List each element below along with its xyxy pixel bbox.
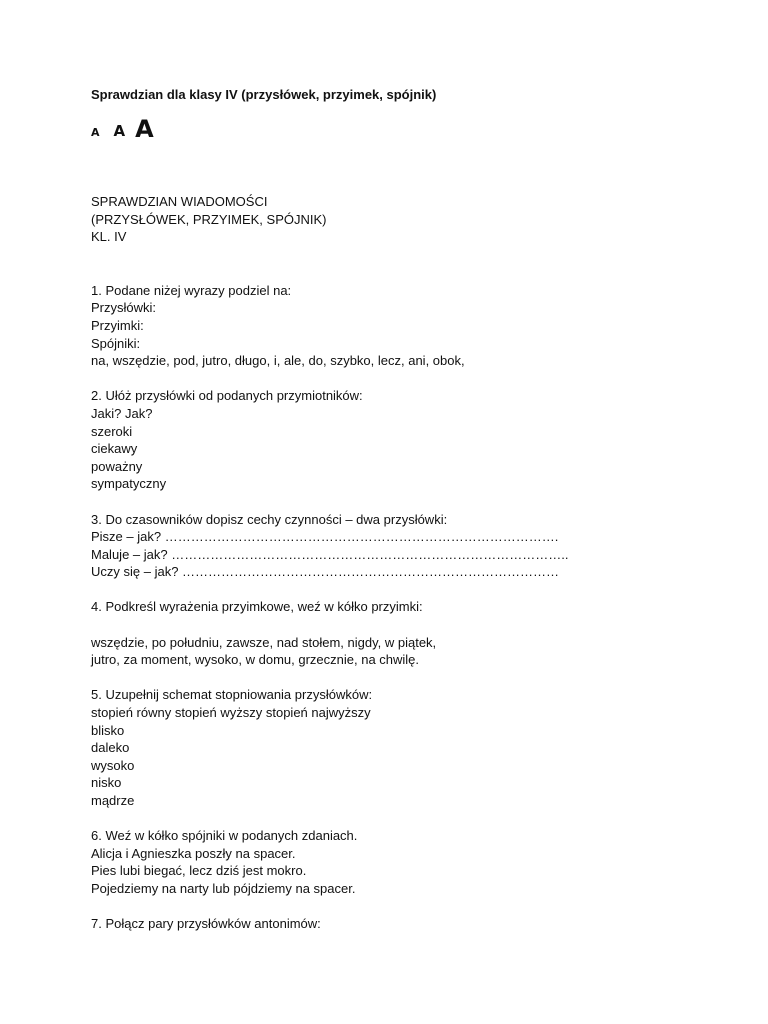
task-2-line: ciekawy: [91, 441, 138, 457]
task-2-prompt: 2. Ułóż przysłówki od podanych przymiotników:: [91, 388, 363, 404]
task-3-line: Pisze – jak? ……………………………………………………………………………….: [91, 529, 559, 545]
task-5-line: mądrze: [91, 793, 135, 808]
task-2-line: sympatyczny: [91, 476, 167, 492]
test-header-line: KL. IV: [91, 229, 127, 245]
task-1-words: na, wszędzie, pod, jutro, długo, i, ale, do, szybko, lecz, ani, obok,: [91, 353, 465, 369]
task-1-line: Spójniki:: [91, 335, 141, 351]
task-4: [91, 598, 731, 668]
task-5-line: blisko: [91, 722, 125, 738]
font-size-controls: [91, 113, 731, 141]
test-header-line: SPRAWDZIAN WIADOMOŚCI: [91, 194, 268, 209]
task-5-line: stopień równy stopień wyższy stopień najwyższy: [91, 705, 371, 721]
task-3: [91, 511, 731, 581]
task-4-words: wszędzie, po południu, zawsze, nad stołem, nigdy, w piątek,: [91, 634, 437, 650]
task-4-words: jutro, za moment, wysoko, w domu, grzecznie, na chwilę.: [91, 652, 420, 668]
font-size-small-button[interactable]: A: [91, 126, 100, 139]
document-page: [91, 86, 731, 933]
task-2-line: Jaki? Jak?: [91, 405, 153, 421]
task-6-line: Pies lubi biegać, lecz dziś jest mokro.: [91, 863, 307, 879]
task-6-line: Pojedziemy na narty lub pójdziemy na spacer.: [91, 880, 356, 896]
task-5-prompt: 5. Uzupełnij schemat stopniowania przysłówków:: [91, 687, 373, 703]
task-6-line: Alicja i Agnieszka poszły na spacer.: [91, 845, 296, 861]
task-6-prompt: 6. Weź w kółko spójniki w podanych zdaniach.: [91, 828, 358, 844]
task-7: [91, 915, 731, 933]
task-5-line: wysoko: [91, 757, 135, 773]
task-6: [91, 827, 731, 897]
task-2: [91, 387, 731, 493]
task-1-line: Przysłówki:: [91, 300, 157, 316]
test-header-line: (PRZYSŁÓWEK, PRZYIMEK, SPÓJNIK): [91, 211, 327, 227]
task-1-prompt: 1. Podane niżej wyrazy podziel na:: [91, 282, 292, 298]
task-2-line: poważny: [91, 458, 143, 474]
task-1-line: Przyimki:: [91, 317, 144, 333]
document-title: Sprawdzian dla klasy IV (przysłówek, przyimek, spójnik): [91, 87, 437, 102]
task-1: [91, 282, 731, 370]
task-3-prompt: 3. Do czasowników dopisz cechy czynności – dwa przysłówki:: [91, 511, 448, 527]
task-3-line: Maluje – jak? ………………………………………………………………………………..: [91, 546, 569, 562]
task-7-prompt: 7. Połącz pary przysłówków antonimów:: [91, 916, 321, 932]
task-4-prompt: 4. Podkreśl wyrażenia przyimkowe, weź w kółko przyimki:: [91, 599, 423, 615]
task-5: [91, 686, 731, 809]
font-size-large-button[interactable]: A: [135, 115, 154, 143]
task-5-line: daleko: [91, 740, 130, 756]
task-5-line: nisko: [91, 775, 122, 791]
task-2-line: szeroki: [91, 423, 133, 439]
test-header: [91, 193, 731, 246]
font-size-medium-button[interactable]: A: [113, 122, 126, 140]
task-3-line: Uczy się – jak? ……………………………………………………………………………: [91, 564, 560, 580]
